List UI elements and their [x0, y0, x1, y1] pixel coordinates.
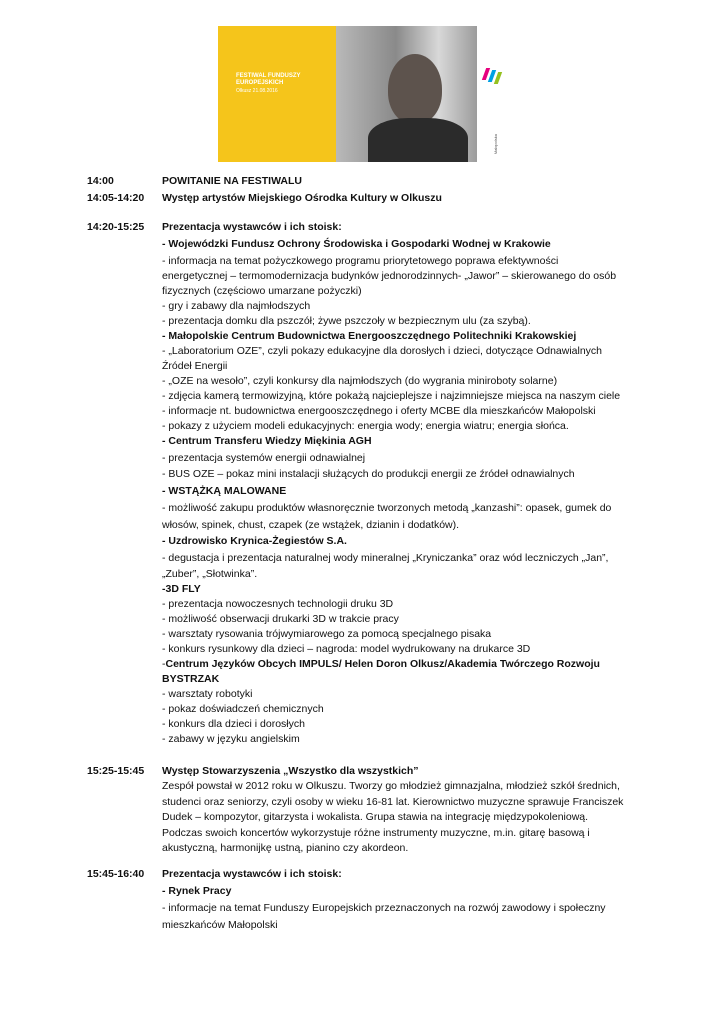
line-31	[162, 657, 600, 672]
line-40: Dudek – kompozytor, gitarzysta i wokalista. Grupa stawia na integrację międzypokoleniową.	[162, 811, 589, 823]
line-36: - zabawy w języku angielskim	[162, 733, 300, 745]
line-39: studenci oraz seniorzy, czyli osoby w wieku 16-81 lat. Kierownictwo muzyczne sprawuje Franciszek	[162, 796, 624, 808]
line-32: BYSTRZAK	[162, 673, 220, 685]
line-9: - prezentacja domku dla pszczół; żywe pszczoły w bezpiecznym ulu (za szybą).	[162, 315, 531, 327]
line-23: - Uzdrowisko Krynica-Żegiestów S.A.	[162, 535, 347, 547]
time-3: 14:20-15:25	[87, 221, 145, 233]
line-20: - WSTĄŻKĄ MALOWANE	[162, 485, 287, 497]
line-31-title: Centrum Języków Obcych IMPULS/ Helen Doron Olkusz/Akademia Twórczego Rozwoju	[165, 658, 600, 670]
time-2: 14:05-14:20	[87, 192, 145, 204]
banner-title	[236, 73, 326, 87]
line-37: Występ Stowarzyszenia „Wszystko dla wszystkich”	[162, 765, 419, 777]
line-13: - „OZE na wesoło”, czyli konkursy dla najmłodszych (do wygrania miniroboty solarne)	[162, 375, 558, 387]
line-28: - możliwość obserwacji drukarki 3D w trakcie pracy	[162, 613, 399, 625]
line-11: - „Laboratorium OZE”, czyli pokazy edukacyjne dla dorosłych i dzieci, dotyczące Odnawialnych	[162, 345, 603, 357]
line-7: fizycznych (częściowo umarzane pożyczki)	[162, 285, 362, 297]
line-24: - degustacja i prezentacja naturalnej wody mineralnej „Kryniczanka” oraz wód leczniczych „Jan”,	[162, 552, 609, 564]
line-41: Podczas swoich koncertów wykorzystuje różne instrumenty muzyczne, m.in. gitarę basową i	[162, 827, 590, 839]
time-4: 15:25-15:45	[87, 765, 145, 777]
line-4: - Wojewódzki Fundusz Ochrony Środowiska i Gospodarki Wodnej w Krakowie	[162, 238, 551, 250]
line-22: włosów, spinek, chust, czapek (ze wstążek, dzianin i dodatków).	[162, 519, 460, 531]
line-6: energetycznej – termomodernizacja budynków jednorodzinnych- „Jawor” – skierowanego do osób	[162, 270, 617, 282]
line-34: - pokaz doświadczeń chemicznych	[162, 703, 324, 715]
banner-title-line1: FESTIWAL FUNDUSZY	[236, 73, 301, 79]
line-5: - informacja na temat pożyczkowego programu priorytetowego poprawa efektywności	[162, 255, 559, 267]
banner-person-head	[388, 54, 442, 124]
line-26: -3D FLY	[162, 583, 201, 595]
banner-title-line2: EUROPEJSKICH	[236, 80, 284, 86]
banner-logo-strip	[477, 26, 507, 162]
time-1: 14:00	[87, 175, 114, 187]
line-21: - możliwość zakupu produktów własnoręcznie tworzonych metodą „kanzashi”: opasek, gumek do	[162, 502, 612, 514]
line-12: Źródeł Energii	[162, 360, 228, 372]
line-31-dash: -	[162, 658, 166, 670]
line-25: „Zuber”, „Słotwinka”.	[162, 568, 258, 580]
line-17: - Centrum Transferu Wiedzy Miękinia AGH	[162, 435, 372, 447]
line-19: - BUS OZE – pokaz mini instalacji służących do produkcji energii ze źródeł odnawialnych	[162, 468, 575, 480]
line-27: - prezentacja nowoczesnych technologii druku 3D	[162, 598, 394, 610]
banner-date: Olkusz 21.08.2016	[236, 88, 278, 94]
line-29: - warsztaty rysowania trójwymiarowego za pomocą specjalnego pisaka	[162, 628, 492, 640]
line-8: - gry i zabawy dla najmłodszych	[162, 300, 311, 312]
line-45: - informacje na temat Funduszy Europejskich przeznaczonych na rozwój zawodowy i społeczny	[162, 902, 606, 914]
line-35: - konkurs dla dzieci i dorosłych	[162, 718, 305, 730]
festival-banner	[218, 26, 507, 162]
line-33: - warsztaty robotyki	[162, 688, 253, 700]
line-46: mieszkańców Małopolski	[162, 919, 278, 931]
line-38: Zespół powstał w 2012 roku w Olkuszu. Tworzy go młodzież gimnazjalna, młodzież szkół średnich,	[162, 780, 620, 792]
banner-side-text: Małopolska	[493, 134, 498, 155]
line-42: akustyczną, harmonijkę ustną, pianino czy akordeon.	[162, 842, 409, 854]
line-1: POWITANIE NA FESTIWALU	[162, 175, 302, 187]
line-30: - konkurs rysunkowy dla dzieci – nagroda: model wydrukowany na drukarce 3D	[162, 643, 531, 655]
time-5: 15:45-16:40	[87, 868, 145, 880]
line-15: - informacje nt. budownictwa energooszczędnego i oferty MCBE dla mieszkańców Małopolski	[162, 405, 596, 417]
line-43: Prezentacja wystawców i ich stoisk:	[162, 868, 342, 880]
line-10: - Małopolskie Centrum Budownictwa Energooszczędnego Politechniki Krakowskiej	[162, 330, 577, 342]
line-14: - zdjęcia kamerą termowizyjną, które pokażą najcieplejsze i najzimniejsze miejsca na naszym ciele	[162, 390, 621, 402]
line-16: - pokazy z użyciem modeli edukacyjnych: energia wody; energia wiatru; energia słońca.	[162, 420, 569, 432]
line-2: Występ artystów Miejskiego Ośrodka Kultury w Olkuszu	[162, 192, 442, 204]
banner-person-body	[368, 118, 468, 162]
line-44: - Rynek Pracy	[162, 885, 232, 897]
line-18: - prezentacja systemów energii odnawialnej	[162, 452, 366, 464]
line-3: Prezentacja wystawców i ich stoisk:	[162, 221, 342, 233]
